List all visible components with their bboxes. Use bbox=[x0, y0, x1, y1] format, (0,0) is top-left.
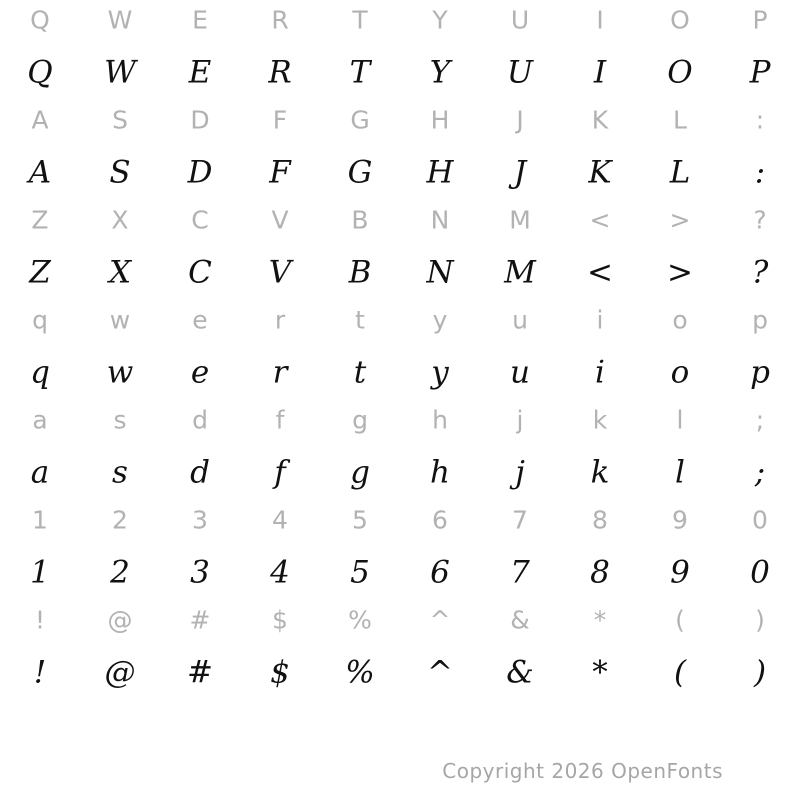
glyph: a bbox=[30, 454, 50, 491]
glyph: J bbox=[513, 154, 527, 191]
glyph: ? bbox=[751, 254, 769, 291]
glyph-row-reference bbox=[0, 505, 800, 535]
glyph: % bbox=[345, 654, 375, 691]
glyph: X bbox=[108, 254, 132, 291]
glyph-row-specimen bbox=[0, 554, 800, 591]
glyph: f bbox=[274, 454, 286, 491]
glyph: f bbox=[275, 405, 285, 435]
glyph: y bbox=[431, 354, 449, 391]
glyph: S bbox=[109, 154, 131, 191]
glyph: L bbox=[673, 105, 687, 135]
glyph: O bbox=[667, 54, 693, 91]
glyph: ! bbox=[34, 605, 46, 635]
glyph: O bbox=[670, 5, 690, 35]
glyph: & bbox=[506, 654, 534, 691]
glyph: j bbox=[515, 454, 525, 491]
glyph: S bbox=[112, 105, 128, 135]
glyph: ( bbox=[675, 605, 685, 635]
glyph-row-specimen bbox=[0, 54, 800, 91]
glyph-row-specimen bbox=[0, 354, 800, 391]
glyph: ^ bbox=[427, 654, 453, 691]
glyph: 5 bbox=[350, 554, 370, 591]
glyph: s bbox=[112, 454, 128, 491]
glyph: : bbox=[755, 105, 765, 135]
glyph: e bbox=[190, 354, 210, 391]
glyph: B bbox=[348, 254, 372, 291]
glyph: > bbox=[667, 254, 693, 291]
glyph: N bbox=[426, 254, 454, 291]
glyph: 8 bbox=[590, 554, 610, 591]
glyph: 1 bbox=[32, 505, 48, 535]
glyph: t bbox=[353, 354, 367, 391]
glyph: V bbox=[268, 254, 292, 291]
glyph-row-reference bbox=[0, 605, 800, 635]
glyph: R bbox=[268, 54, 292, 91]
glyph-row-specimen bbox=[0, 454, 800, 491]
glyph: C bbox=[188, 254, 212, 291]
glyph: 9 bbox=[670, 554, 690, 591]
glyph: 0 bbox=[750, 554, 770, 591]
glyph: # bbox=[189, 605, 211, 635]
glyph: @ bbox=[107, 605, 133, 635]
glyph: 5 bbox=[352, 505, 368, 535]
glyph: ? bbox=[753, 205, 767, 235]
glyph: d bbox=[190, 454, 210, 491]
glyph: w bbox=[106, 354, 134, 391]
glyph-row-reference bbox=[0, 205, 800, 235]
glyph: K bbox=[588, 154, 612, 191]
glyph: E bbox=[188, 54, 212, 91]
glyph: Y bbox=[432, 5, 448, 35]
glyph: * bbox=[592, 654, 608, 691]
glyph: 0 bbox=[752, 505, 768, 535]
glyph: M bbox=[509, 205, 531, 235]
glyph: h bbox=[430, 454, 450, 491]
glyph: l bbox=[676, 405, 684, 435]
copyright-text: Copyright 2026 OpenFonts bbox=[442, 759, 723, 783]
glyph: j bbox=[516, 405, 524, 435]
glyph: E bbox=[192, 5, 208, 35]
glyph: o bbox=[670, 354, 690, 391]
glyph: P bbox=[752, 5, 768, 35]
glyph: M bbox=[504, 254, 536, 291]
glyph: N bbox=[430, 205, 450, 235]
glyph: i bbox=[596, 305, 604, 335]
glyph: F bbox=[272, 105, 288, 135]
glyph: $ bbox=[272, 605, 288, 635]
glyph: K bbox=[591, 105, 609, 135]
glyph: p bbox=[750, 354, 770, 391]
glyph: 4 bbox=[270, 554, 290, 591]
glyph: i bbox=[595, 354, 605, 391]
glyph: X bbox=[111, 205, 129, 235]
glyph: 8 bbox=[592, 505, 608, 535]
glyph: 2 bbox=[112, 505, 128, 535]
glyph: 3 bbox=[190, 554, 210, 591]
glyph: k bbox=[592, 405, 608, 435]
glyph: G bbox=[347, 154, 373, 191]
glyph: r bbox=[272, 354, 288, 391]
glyph: B bbox=[351, 205, 369, 235]
glyph: T bbox=[349, 54, 371, 91]
glyph: D bbox=[187, 154, 213, 191]
glyph: e bbox=[192, 305, 208, 335]
glyph: F bbox=[269, 154, 291, 191]
glyph: ( bbox=[673, 654, 687, 691]
glyph: A bbox=[28, 154, 52, 191]
glyph: G bbox=[350, 105, 370, 135]
glyph: $ bbox=[270, 654, 290, 691]
glyph: q bbox=[32, 305, 48, 335]
glyph-row-specimen bbox=[0, 254, 800, 291]
glyph: @ bbox=[104, 654, 136, 691]
glyph: Q bbox=[30, 5, 50, 35]
glyph: 7 bbox=[510, 554, 530, 591]
glyph: V bbox=[271, 205, 289, 235]
glyph: ; bbox=[755, 405, 765, 435]
glyph: k bbox=[590, 454, 610, 491]
glyph: ; bbox=[754, 454, 766, 491]
glyph: p bbox=[752, 305, 768, 335]
glyph: s bbox=[113, 405, 127, 435]
glyph: 4 bbox=[272, 505, 288, 535]
glyph: Q bbox=[27, 54, 53, 91]
glyph-row-specimen bbox=[0, 654, 800, 691]
glyph: t bbox=[355, 305, 365, 335]
glyph: ^ bbox=[429, 605, 451, 635]
glyph: & bbox=[510, 605, 530, 635]
glyph: 2 bbox=[110, 554, 130, 591]
glyph: W bbox=[107, 5, 133, 35]
glyph: 9 bbox=[672, 505, 688, 535]
glyph: W bbox=[104, 54, 136, 91]
glyph: q bbox=[30, 354, 50, 391]
glyph-row-specimen bbox=[0, 154, 800, 191]
glyph: I bbox=[593, 54, 607, 91]
glyph: < bbox=[589, 205, 611, 235]
glyph: r bbox=[274, 305, 286, 335]
glyph: : bbox=[754, 154, 766, 191]
glyph: Z bbox=[29, 254, 51, 291]
glyph-row-reference bbox=[0, 305, 800, 335]
glyph-row-reference bbox=[0, 105, 800, 135]
glyph: J bbox=[516, 105, 524, 135]
glyph: 6 bbox=[430, 554, 450, 591]
glyph: L bbox=[669, 154, 691, 191]
glyph: # bbox=[187, 654, 213, 691]
glyph: H bbox=[430, 105, 450, 135]
glyph: A bbox=[31, 105, 49, 135]
glyph-row-reference bbox=[0, 405, 800, 435]
glyph: < bbox=[587, 254, 613, 291]
glyph: > bbox=[669, 205, 691, 235]
glyph: u bbox=[510, 354, 530, 391]
glyph: R bbox=[271, 5, 289, 35]
glyph-row-reference bbox=[0, 5, 800, 35]
glyph: ! bbox=[33, 654, 47, 691]
glyph: 6 bbox=[432, 505, 448, 535]
glyph: g bbox=[350, 454, 370, 491]
glyph: Z bbox=[31, 205, 49, 235]
glyph: l bbox=[675, 454, 685, 491]
glyph: o bbox=[672, 305, 688, 335]
glyph: ) bbox=[755, 605, 765, 635]
glyph: 7 bbox=[512, 505, 528, 535]
glyph: h bbox=[432, 405, 448, 435]
glyph: a bbox=[32, 405, 48, 435]
glyph: I bbox=[596, 5, 604, 35]
glyph: P bbox=[749, 54, 771, 91]
glyph: * bbox=[593, 605, 607, 635]
glyph: g bbox=[352, 405, 368, 435]
glyph: ) bbox=[753, 654, 767, 691]
glyph: y bbox=[432, 305, 448, 335]
glyph: D bbox=[190, 105, 210, 135]
glyph: C bbox=[191, 205, 209, 235]
glyph: d bbox=[192, 405, 208, 435]
glyph: 3 bbox=[192, 505, 208, 535]
glyph: 1 bbox=[30, 554, 50, 591]
glyph: w bbox=[109, 305, 131, 335]
glyph: T bbox=[352, 5, 368, 35]
glyph: H bbox=[426, 154, 454, 191]
glyph: u bbox=[512, 305, 528, 335]
glyph: U bbox=[506, 54, 534, 91]
glyph: Y bbox=[429, 54, 451, 91]
glyph: U bbox=[510, 5, 530, 35]
glyph: % bbox=[348, 605, 372, 635]
